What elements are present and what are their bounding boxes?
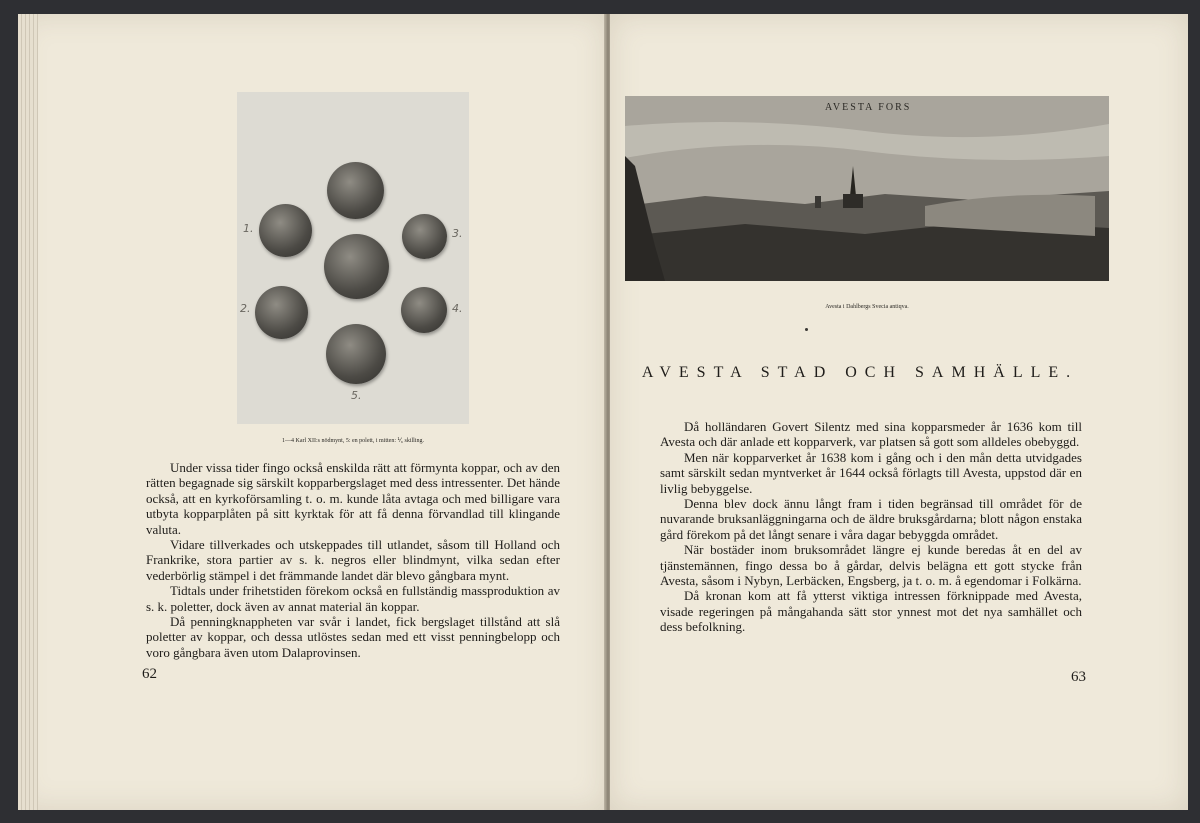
coin-caption: 1—4 Karl XII:s nödmynt, 5: en polett, i mitten: ⅟₆ skilling. <box>282 438 424 444</box>
page-number-right: 63 <box>1071 669 1086 685</box>
coin-top <box>327 162 384 219</box>
right-paragraph: Men när kopparverket år 1638 kom i gång och i den mån detta utvidgades samt särskilt sedan myntverket år 1644 också förlagts till Avesta, uppstod där en livlig bebyggelse. <box>660 449 1082 496</box>
page-number-left: 62 <box>142 666 157 682</box>
coin-mark-2: 2. <box>240 302 251 315</box>
etching-label: AVESTA FORS <box>825 102 912 113</box>
left-paragraph: Då penningknappheten var svår i landet, fick bergslaget tillstånd att slå poletter av koppar, och dessa utlöstes sedan med ett visst penningbelopp och voro gångbara även utom Dalaprovinsen. <box>146 614 560 660</box>
right-paragraph: Då kronan kom att få ytterst viktiga intressen förknippade med Avesta, visade regeringen på mångahanda sätt stor ynnest mot det nya samhället och dess befolkning. <box>660 588 1082 635</box>
left-paragraph: Under vissa tider fingo också enskilda rätt att förmynta koppar, och av den rätten begagnade sig särskilt kopparbergslaget med dess intressenter. Det hände också, att en kyrkoförsamling t. o. m. kunde låta avtaga och med billigare vara utbyta kopparplåten på sitt kyrktak för att få denna förvandlad till klingande valuta. <box>146 460 560 537</box>
right-paragraph: När bostäder inom bruksområdet längre ej kunde beredas åt en del av tjänstemännen, fingo dessa bo å gårdar, delvis belägna ett gott stycke från Avesta, såsom i Nybyn, Lerbäcken, Engsberg, ja t. o. m. å egendomar i Folkärna. <box>660 542 1082 589</box>
coin-mark-4: 4. <box>452 302 463 315</box>
left-page <box>18 14 606 810</box>
right-paragraph: Denna blev dock ännu långt fram i tiden begränsad till området för de nuvarande bruksanläggningarna och de äldre bruksgårdarna; blott någon enstaka gård förekom på det långt senare i våra dagar bebyggda området. <box>660 496 1082 542</box>
etching-caption: Avesta i Dahlbergs Svecia antiqva. <box>825 304 909 310</box>
section-title: AVESTA STAD OCH SAMHÄLLE. <box>641 364 1079 381</box>
avesta-etching <box>625 96 1109 281</box>
coin-2 <box>255 286 308 339</box>
ornament-dot <box>805 328 808 331</box>
coin-photo <box>237 92 469 424</box>
coin-mark-1: 1. <box>243 222 254 235</box>
etching-drawing <box>625 96 1109 281</box>
right-page <box>610 14 1188 810</box>
right-paragraph: Då holländaren Govert Silentz med sina kopparsmeder år 1636 kom till Avesta och där anlade ett kopparverk, var platsen så gott som alldeles obebyggd. <box>660 419 1082 450</box>
coin-mark-3: 3. <box>452 227 463 240</box>
coin-1 <box>259 204 312 257</box>
coin-mark-5: 5. <box>351 389 362 402</box>
page-edges <box>18 14 38 810</box>
coin-4 <box>401 287 447 333</box>
coin-center <box>324 234 389 299</box>
left-paragraph: Vidare tillverkades och utskeppades till utlandet, såsom till Holland och Frankrike, stora partier av s. k. negros eller blindmynt, vilka sedan efter vederbörlig stämpel i det främmande landet där blevo gångbara mynt. <box>146 537 560 583</box>
coin-3 <box>402 214 447 259</box>
coin-5 <box>326 324 386 384</box>
right-body-text <box>660 419 1082 635</box>
left-paragraph: Tidtals under frihetstiden förekom också en fullständig massproduktion av s. k. poletter, dock även av annat material än koppar. <box>146 583 560 614</box>
book-spread <box>18 14 1188 810</box>
left-body-text <box>146 460 560 660</box>
